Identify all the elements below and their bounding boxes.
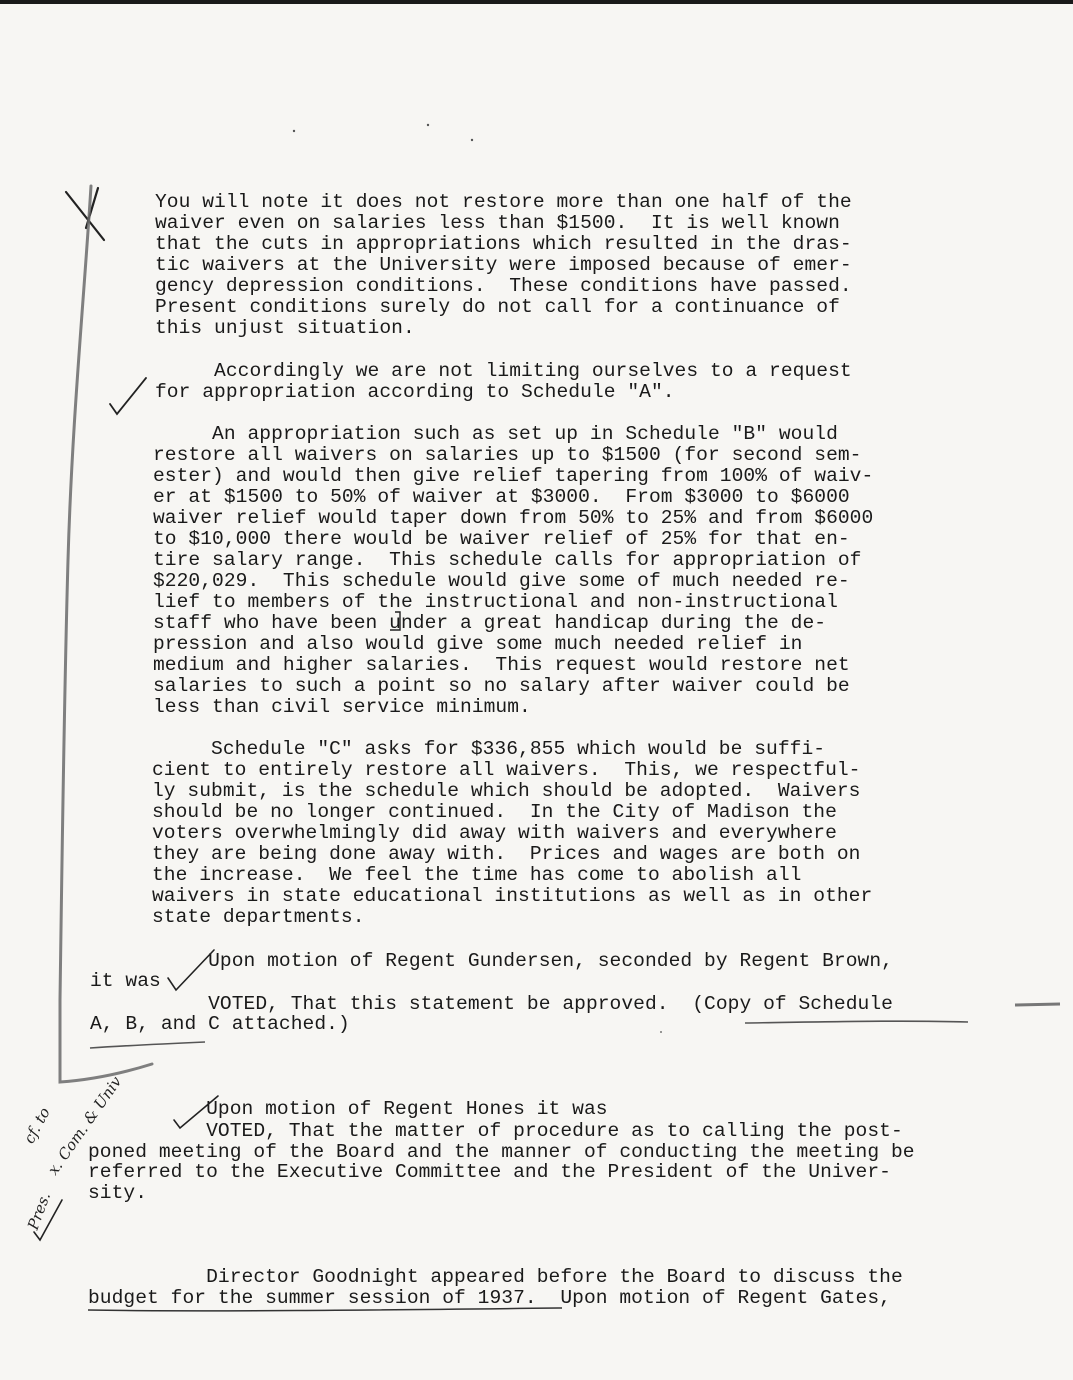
text-line: budget for the summer session of 1937. Upon motion of Regent Gates, xyxy=(88,1287,891,1309)
edit-mark xyxy=(390,612,400,630)
text-line: staff who have been under a great handicap during the de- xyxy=(153,612,827,634)
text-line: poned meeting of the Board and the manner of conducting the meeting be xyxy=(88,1141,915,1163)
text-line: this unjust situation. xyxy=(155,317,415,339)
text-line: Schedule "C" asks for $336,855 which would be suffi- xyxy=(152,738,826,760)
edge-mark xyxy=(1015,1004,1060,1005)
text-line: medium and higher salaries. This request would restore net xyxy=(153,654,850,676)
text-line: that the cuts in appropriations which resulted in the dras- xyxy=(155,233,852,255)
text-line: VOTED, That the matter of procedure as to calling the post- xyxy=(88,1120,903,1142)
text-line: the increase. We feel the time has come to abolish all xyxy=(152,864,802,886)
text-line: You will note it does not restore more than one half of the xyxy=(155,191,852,213)
text-line: $220,029. This schedule would give some of much needed re- xyxy=(153,570,850,592)
text-line: gency depression conditions. These conditions have passed. xyxy=(155,275,852,297)
text-line: tire salary range. This schedule calls for appropriation of xyxy=(153,549,862,571)
text-line: to $10,000 there would be waiver relief of 25% for that en- xyxy=(153,528,850,550)
text-line: tic waivers at the University were imposed because of emer- xyxy=(155,254,852,276)
text-line: A, B, and C attached.) xyxy=(90,1013,350,1035)
text-line: waivers in state educational institutions as well as in other xyxy=(152,885,873,907)
text-line: Present conditions surely do not call for a continuance of xyxy=(155,296,840,318)
text-line: less than civil service minimum. xyxy=(153,696,531,718)
text-line: Upon motion of Regent Gundersen, seconded by Regent Brown, xyxy=(90,950,893,972)
text-line: er at $1500 to 50% of waiver at $3000. From $3000 to $6000 xyxy=(153,486,850,508)
text-line: voters overwhelmingly did away with waivers and everywhere xyxy=(152,822,837,844)
pencil-underline xyxy=(90,1042,205,1048)
text-line: waiver relief would taper down from 50% to 25% and from $6000 xyxy=(153,507,874,529)
text-line: should be no longer continued. In the City of Madison the xyxy=(152,801,837,823)
checkmark-icon xyxy=(168,950,214,990)
text-line: Upon motion of Regent Hones it was xyxy=(88,1098,608,1120)
text-line: restore all waivers on salaries up to $1500 (for second sem- xyxy=(153,444,862,466)
text-line: for appropriation according to Schedule "A". xyxy=(155,381,675,403)
text-line: An appropriation such as set up in Schedule "B" would xyxy=(153,423,838,445)
margin-bracket-line xyxy=(60,186,152,1082)
text-line: lief to members of the instructional and non-instructional xyxy=(153,591,838,613)
pencil-underline xyxy=(88,1308,562,1311)
text-line: salaries to such a point so no salary after waiver could be xyxy=(153,675,850,697)
margin-note-line: Pres. xyxy=(24,1189,55,1233)
text-line: ly submit, is the schedule which should be adopted. Waivers xyxy=(152,780,861,802)
pencil-underline xyxy=(745,1021,968,1023)
text-line: state departments. xyxy=(152,906,365,928)
margin-note-line: cf. to xyxy=(20,1104,54,1147)
checkmark-icon xyxy=(110,378,146,414)
text-line: cient to entirely restore all waivers. This, we respectful- xyxy=(152,759,861,781)
text-line: sity. xyxy=(88,1182,148,1204)
text-line: Accordingly we are not limiting ourselves to a request xyxy=(155,360,852,382)
x-mark-icon xyxy=(66,188,104,240)
text-line: Director Goodnight appeared before the Board to discuss the xyxy=(88,1266,903,1288)
text-line: referred to the Executive Committee and the President of the Univer- xyxy=(88,1161,891,1183)
checkmark-icon xyxy=(174,1096,218,1128)
margin-note-line: x. Com. & Univ xyxy=(44,1073,126,1179)
text-line: ester) and would then give relief tapering from 100% of waiv- xyxy=(153,465,874,487)
text-line: VOTED, That this statement be approved. (Copy of Schedule xyxy=(90,993,893,1015)
text-line: pression and also would give some much needed relief in xyxy=(153,633,803,655)
text-line: they are being done away with. Prices and wages are both on xyxy=(152,843,861,865)
checkmark-icon xyxy=(34,1200,62,1240)
text-line: it was xyxy=(90,970,161,992)
text-line: waiver even on salaries less than $1500. It is well known xyxy=(155,212,840,234)
